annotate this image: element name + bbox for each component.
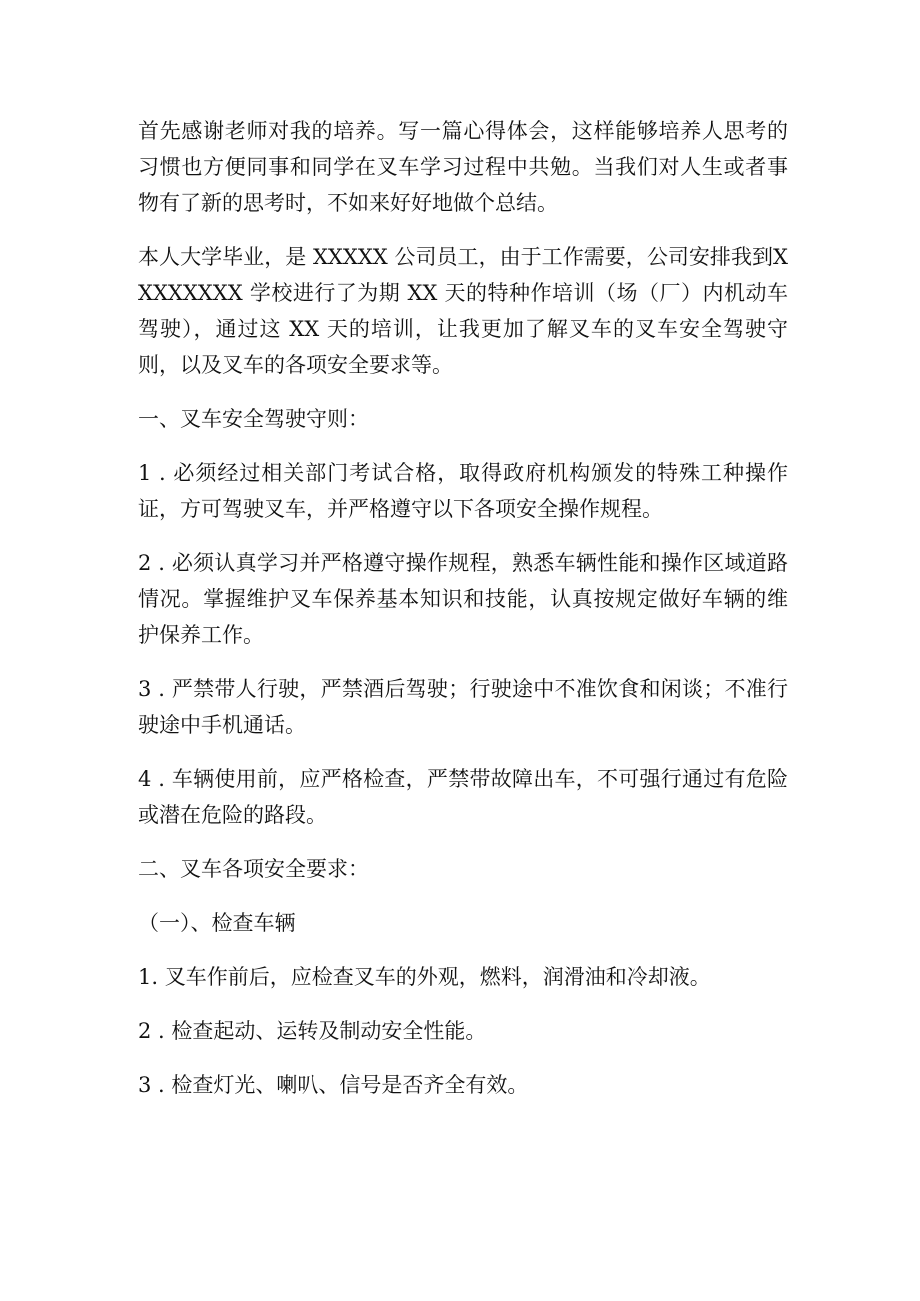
check-item-1: 1. 叉车作前后，应检查叉车的外观，燃料，润滑油和冷却液。 <box>138 965 711 989</box>
section-heading-2: 二、叉车各项安全要求： <box>138 857 369 881</box>
document-body <box>138 113 788 1121</box>
rule-item-2: 2 . 必须认真学习并严格遵守操作规程，熟悉车辆性能和操作区域道路情况。掌握维护叉车保养基本知识和技能，认真按规定做好车辆的维护保养工作。 <box>138 551 788 647</box>
rule-item-1: 1 . 必须经过相关部门考试合格，取得政府机构颁发的特殊工种操作证，方可驾驶叉车，并严格遵守以下各项安全操作规程。 <box>138 461 788 521</box>
section-heading-1: 一、叉车安全驾驶守则： <box>138 407 369 431</box>
check-item-3: 3 . 检查灯光、喇叭、信号是否齐全有效。 <box>138 1073 529 1097</box>
background-paragraph: 本人大学毕业，是 XXXXX 公司员工，由于工作需要，公司安排我到XXXXXXXX 学校进行了为期 XX 天的特种作培训（场（厂）内机动车驾驶），通过这 XX 天的培训，让我更加了解叉车的叉车安全驾驶守则，以及叉车的各项安全要求等。 <box>138 245 788 377</box>
subsection-heading: （一）、检查车辆 <box>138 911 296 935</box>
intro-paragraph: 首先感谢老师对我的培养。写一篇心得体会，这样能够培养人思考的习惯也方便同事和同学在叉车学习过程中共勉。当我们对人生或者事物有了新的思考时，不如来好好地做个总结。 <box>138 119 788 215</box>
check-item-2: 2 . 检查起动、运转及制动安全性能。 <box>138 1019 487 1043</box>
rule-item-3: 3 . 严禁带人行驶，严禁酒后驾驶；行驶途中不准饮食和闲谈；不准行驶途中手机通话。 <box>138 677 788 737</box>
rule-item-4: 4 . 车辆使用前，应严格检查，严禁带故障出车，不可强行通过有危险或潜在危险的路段。 <box>138 767 788 827</box>
